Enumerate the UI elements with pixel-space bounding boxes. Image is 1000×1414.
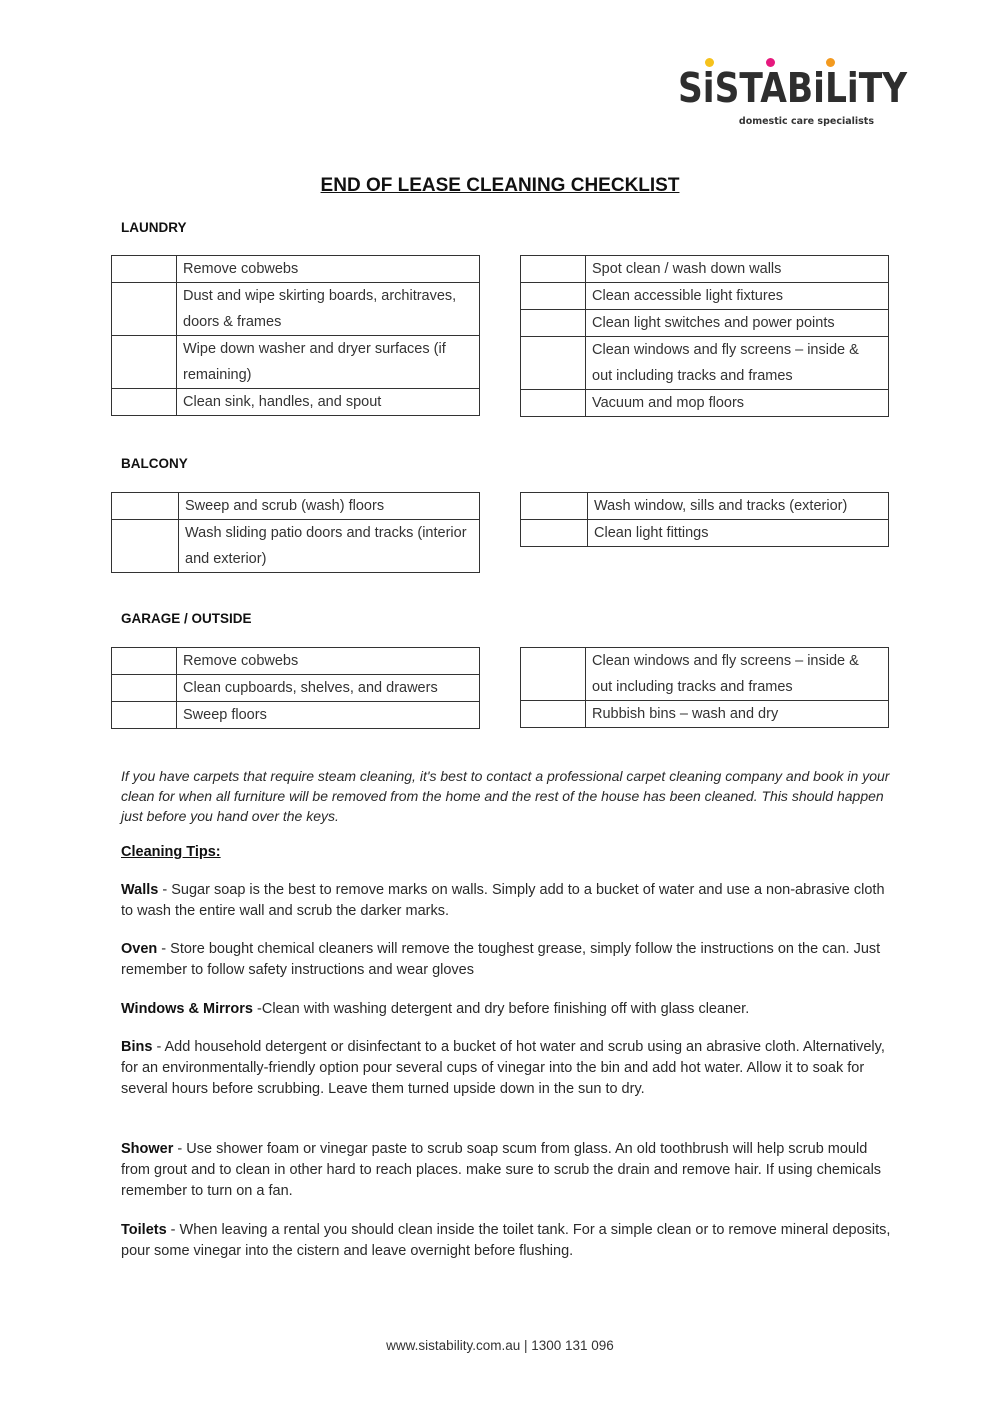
checklist-item: Clean windows and fly screens – inside & out including tracks and frames	[586, 648, 889, 701]
checklist-item: Clean cupboards, shelves, and drawers	[177, 675, 480, 702]
checkbox[interactable]	[521, 337, 586, 390]
checklist-item: Remove cobwebs	[177, 256, 480, 283]
balcony-checklist-left	[111, 492, 480, 573]
checkbox[interactable]	[112, 648, 177, 675]
cleaning-tips-heading: Cleaning Tips:	[121, 844, 221, 860]
brand-logo	[676, 56, 908, 132]
section-heading-laundry: LAUNDRY	[121, 220, 187, 235]
tip-text: - Add household detergent or disinfectant to a bucket of hot water and scrub using an abrasive cloth. Alternatively, for an environmentally-friendly option pour several cups of vinegar into the bin and add hot water. Allow it to soak for several hours before scrubbing. Leave them turned upside down in the sun to dry.	[121, 1039, 885, 1097]
tip-label: Bins	[121, 1039, 153, 1055]
checkbox[interactable]	[112, 336, 177, 389]
tip-label: Walls	[121, 882, 159, 898]
checklist-item: Remove cobwebs	[177, 648, 480, 675]
checkbox[interactable]	[521, 256, 586, 283]
checkbox[interactable]	[521, 283, 586, 310]
carpet-cleaning-note: If you have carpets that require steam cleaning, it's best to contact a professional carpet cleaning company and book in your clean for when all furniture will be removed from the home and the rest of the house has been cleaned. This should happen just before you hand over the keys.	[121, 768, 890, 824]
checklist-item: Spot clean / wash down walls	[586, 256, 889, 283]
checkbox[interactable]	[521, 648, 586, 701]
checklist-item: Clean accessible light fixtures	[586, 283, 889, 310]
page-title: END OF LEASE CLEANING CHECKLIST	[320, 175, 680, 196]
checklist-item: Sweep and scrub (wash) floors	[179, 493, 480, 520]
footer-contact: www.sistability.com.au | 1300 131 096	[386, 1338, 614, 1353]
tip-oven	[121, 939, 891, 981]
tip-label: Toilets	[121, 1222, 167, 1238]
section-heading-garage: GARAGE / OUTSIDE	[121, 611, 252, 626]
tip-text: - Store bought chemical cleaners will remove the toughest grease, simply follow the instructions on the can. Just remember to follow safety instructions and wear gloves	[121, 941, 881, 978]
checklist-item: Vacuum and mop floors	[586, 390, 889, 417]
laundry-checklist-left	[111, 255, 480, 416]
checkbox[interactable]	[112, 675, 177, 702]
tip-label: Oven	[121, 941, 158, 957]
tip-text: - Sugar soap is the best to remove marks on walls. Simply add to a bucket of water and use a non-abrasive cloth to wash the entire wall and scrub the darker marks.	[121, 882, 885, 919]
checklist-item: Wash window, sills and tracks (exterior)	[588, 493, 889, 520]
checkbox[interactable]	[112, 702, 177, 729]
tip-text: - When leaving a rental you should clean inside the toilet tank. For a simple clean or to remove mineral deposits, pour some vinegar into the cistern and leave overnight before flushing.	[121, 1222, 891, 1259]
checklist-item: Rubbish bins – wash and dry	[586, 701, 889, 728]
checkbox[interactable]	[521, 520, 588, 547]
checkbox[interactable]	[521, 701, 586, 728]
tip-label: Windows & Mirrors	[121, 1001, 253, 1017]
checklist-item: Sweep floors	[177, 702, 480, 729]
brand-tagline: domestic care specialists	[738, 116, 874, 127]
checkbox[interactable]	[112, 493, 179, 520]
tip-text: -Clean with washing detergent and dry before finishing off with glass cleaner.	[253, 1001, 750, 1017]
checkbox[interactable]	[112, 389, 177, 416]
tip-toilets	[121, 1220, 891, 1262]
checkbox[interactable]	[521, 390, 586, 417]
checkbox[interactable]	[112, 283, 177, 336]
tip-text: - Use shower foam or vinegar paste to scrub soap scum from glass. An old toothbrush will help scrub mould from grout and to clean in other hard to reach places. make sure to scrub the drain and remove hair. If using chemicals remember to turn on a fan.	[121, 1141, 882, 1199]
checkbox[interactable]	[112, 256, 177, 283]
balcony-checklist-right	[520, 492, 889, 547]
checklist-item: Wash sliding patio doors and tracks (interior and exterior)	[179, 520, 480, 573]
tip-windows-mirrors	[121, 999, 891, 1020]
checklist-item: Clean windows and fly screens – inside & out including tracks and frames	[586, 337, 889, 390]
garage-checklist-left	[111, 647, 480, 729]
laundry-checklist-right	[520, 255, 889, 417]
checkbox[interactable]	[112, 520, 179, 573]
checklist-item: Clean sink, handles, and spout	[177, 389, 480, 416]
tip-label: Shower	[121, 1141, 174, 1157]
garage-checklist-right	[520, 647, 889, 728]
checkbox[interactable]	[521, 493, 588, 520]
section-heading-balcony: BALCONY	[121, 456, 188, 471]
checklist-item: Dust and wipe skirting boards, architraves, doors & frames	[177, 283, 480, 336]
tip-shower	[121, 1139, 891, 1202]
brand-name: SiSTABiLiTY	[678, 64, 908, 112]
tip-walls	[121, 880, 891, 922]
tip-bins	[121, 1037, 891, 1100]
checklist-item: Clean light fittings	[588, 520, 889, 547]
checkbox[interactable]	[521, 310, 586, 337]
checklist-item: Wipe down washer and dryer surfaces (if remaining)	[177, 336, 480, 389]
checklist-item: Clean light switches and power points	[586, 310, 889, 337]
